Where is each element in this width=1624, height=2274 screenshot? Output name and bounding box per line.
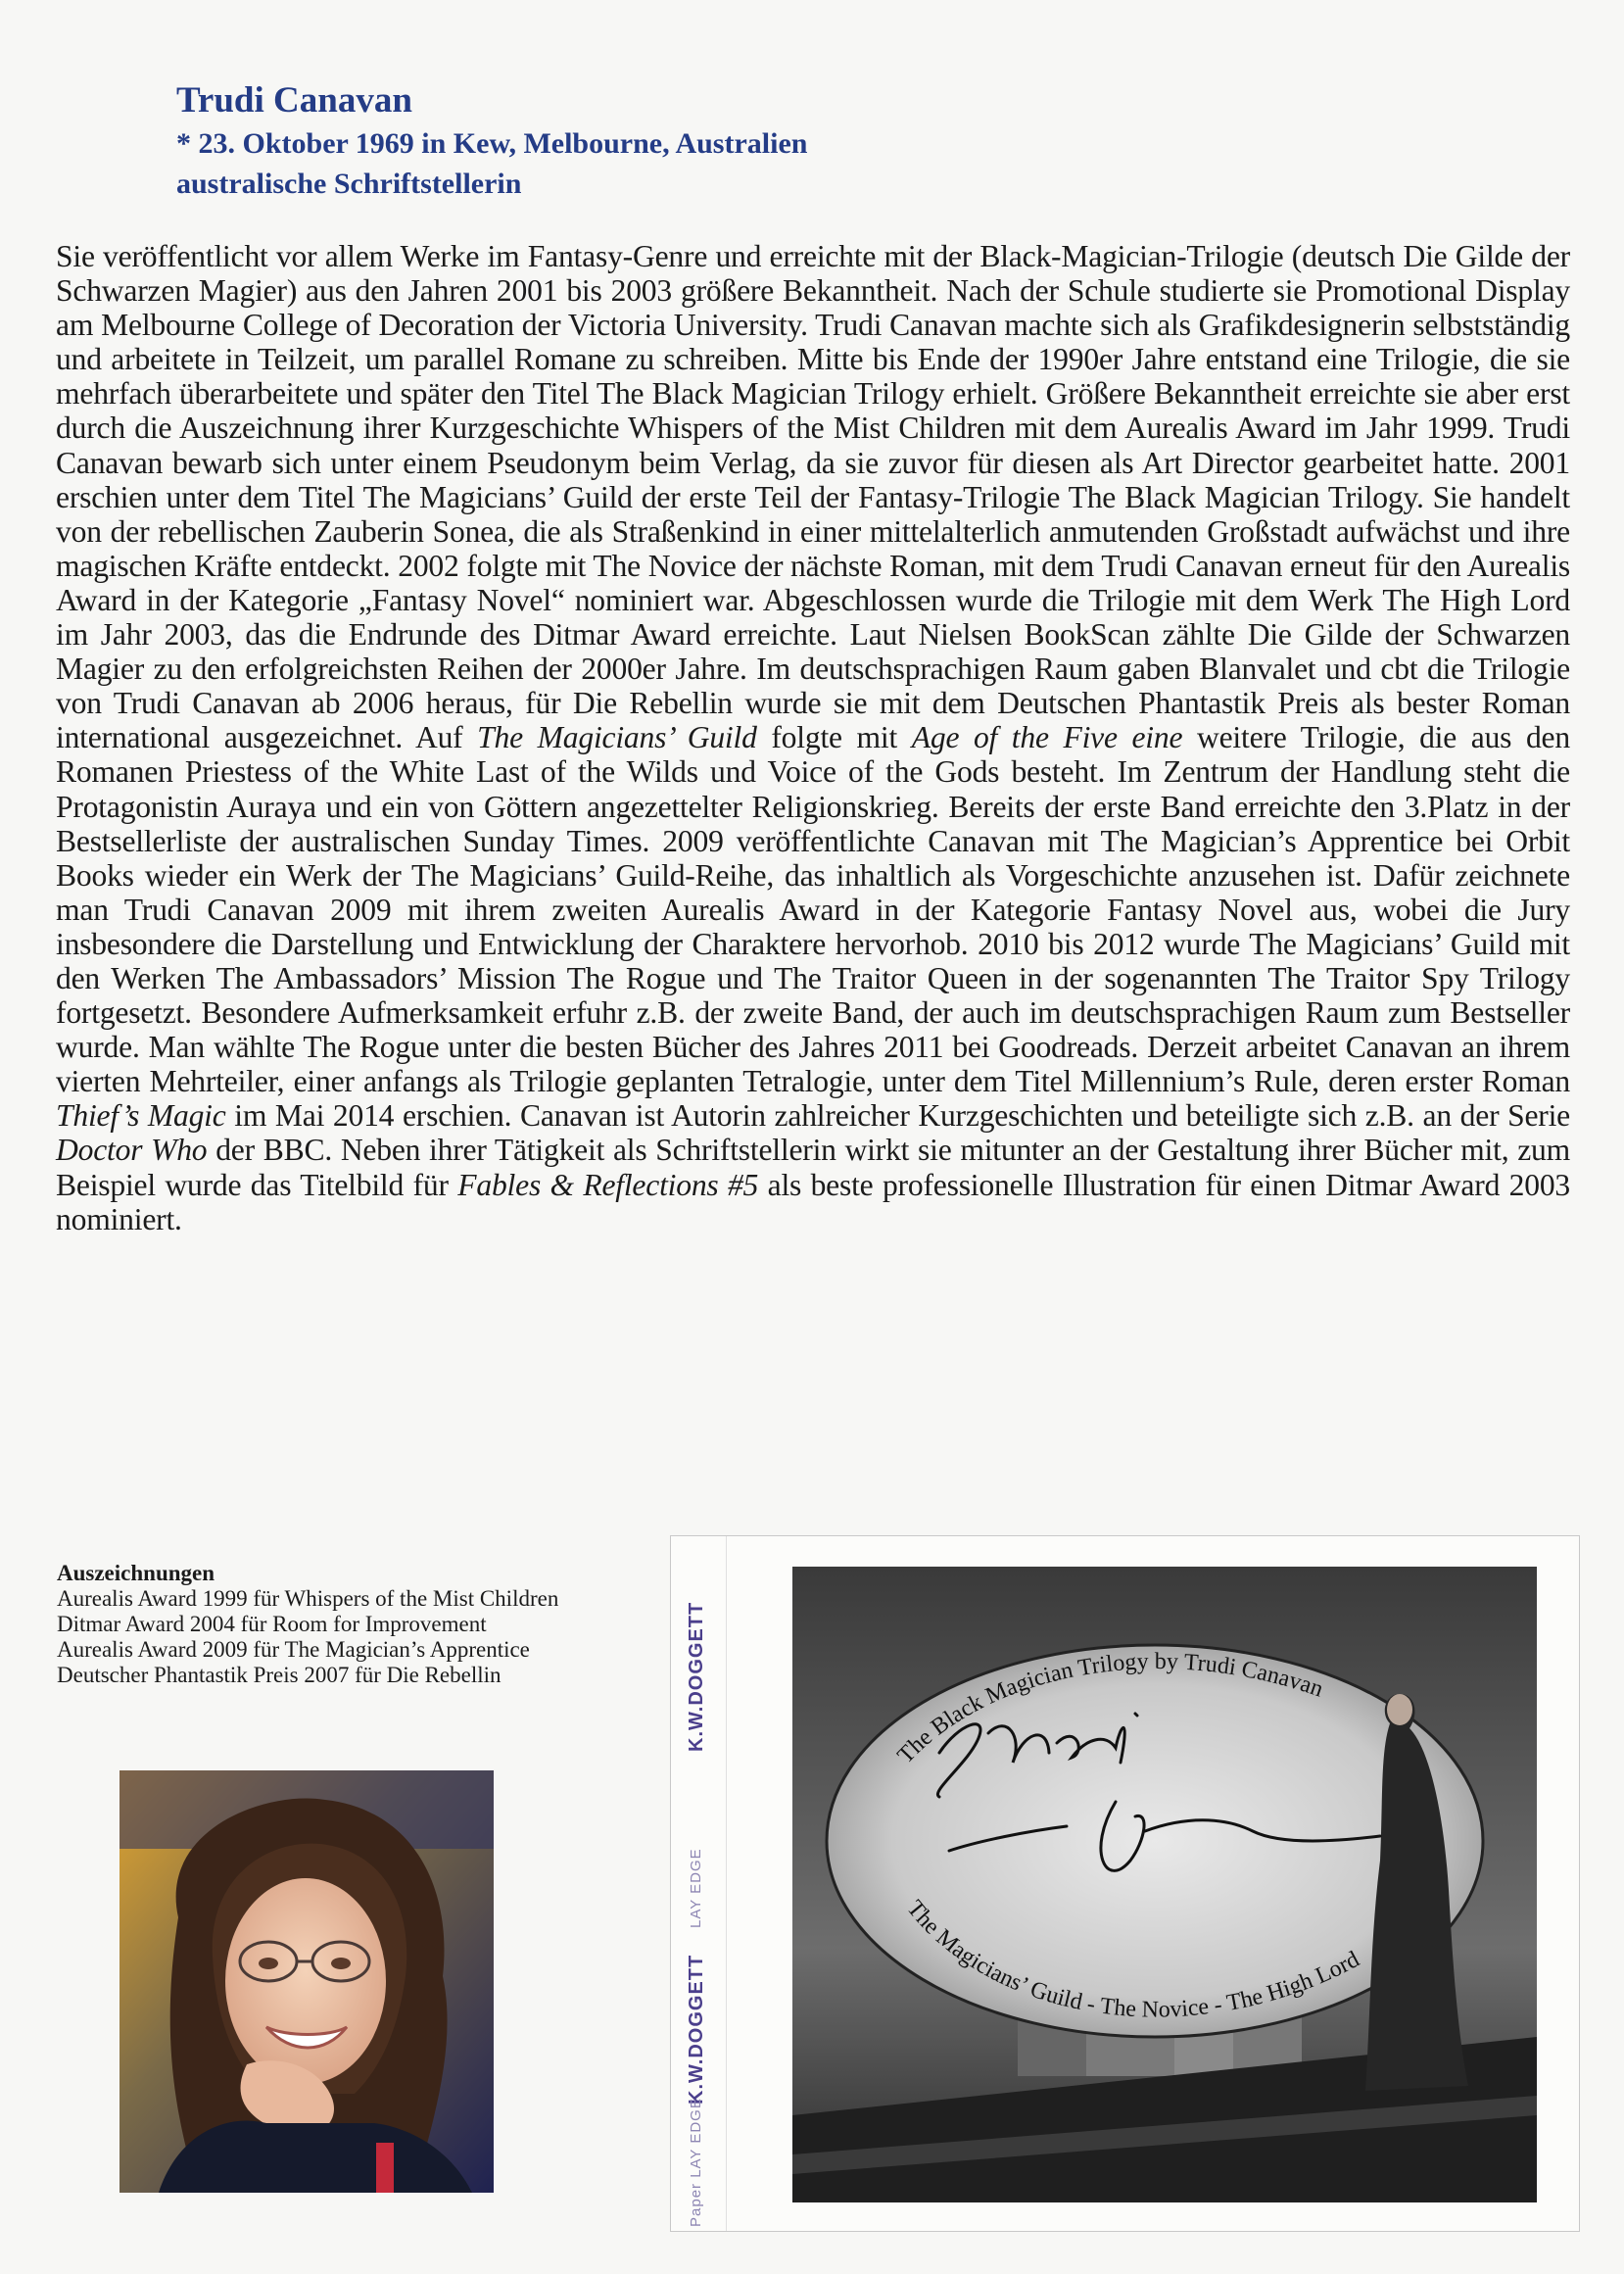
bio-text: im Mai 2014 erschien. Canavan ist Autorin zahlreicher Kurzgeschichten und beteiligte sich z.B. an der Serie xyxy=(225,1098,1570,1134)
arc-text-top: The Black Magician Trilogy by Trudi Canavan xyxy=(892,1649,1327,1769)
bio-title: Fables & Reflections #5 xyxy=(457,1167,759,1202)
award-item: Ditmar Award 2004 für Room for Improvement xyxy=(57,1612,487,1636)
portrait-illustration xyxy=(119,1770,494,2193)
bio-text: folgte mit xyxy=(756,720,912,755)
award-item: Aurealis Award 1999 für Whispers of the Mist Children xyxy=(57,1586,559,1611)
card-edge-strip xyxy=(671,1536,727,2231)
arc-text-bottom: The Magicians’ Guild - The Novice - The High Lord xyxy=(901,1896,1364,2023)
author-portrait xyxy=(119,1770,494,2193)
profession-line: australische Schriftstellerin xyxy=(176,168,522,200)
bio-text: der BBC. Neben ihrer Tätigkeit als Schriftstellerin wirkt sie mitunter an der Gestaltung ihrer Bücher mit, zum Beispiel wurde das Titelbild für xyxy=(56,1133,1570,1202)
bio-title: Age of the Five eine xyxy=(911,720,1183,755)
bio-text: Sie veröffentlicht vor allem Werke im Fantasy-Genre und erreichte mit der Black-Magician-Trilogie (deutsch Die Gilde der Schwarzen Magier) aus den Jahren 2001 bis 2003 größere Bekanntheit. Nach der Schule studierte sie Promotional Display am Melbourne College of Decoration der Victoria University. Trudi Canavan machte sich als Grafikdesignerin selbstständig und arbeitete in Teilzeit, um parallel Romane zu schreiben. Mitte bis Ende der 1990er Jahre entstand eine Trilogie, die sie mehrfach überarbeitete und später den Titel The Black Magician Trilogy erhielt. Größere Bekanntheit erreichte sie aber erst durch die Auszeichnung ihrer Kurzgeschichte Whispers of the Mist Children mit dem Aurealis Award im Jahr 1999. Trudi Canavan bewarb sich unter einem Pseudonym beim Verlag, da sie zuvor für diesen als Art Director gearbeitet hatte. 2001 erschien unter dem Titel The Magicians’ Guild der erste Teil der Fantasy-Trilogie The Black Magician Trilogy. Sie handelt von der rebellischen Zauberin Sonea, die als Straßenkind in einer mittelalterlich anmutenden Großstadt aufwächst und ihre magischen Kräfte entdeckt. 2002 folgte mit The Novice der nächste Roman, mit dem Trudi Canavan erneut für den Aurealis Award in der Kategorie „Fantasy Novel“ nominiert war. Abgeschlossen wurde die Trilogie mit dem Werk The High Lord im Jahr 2003, das die Endrunde des Ditmar Award erreichte. Laut Nielsen BookScan zählte Die Gilde der Schwarzen Magier zu den erfolgreichsten Reihen der 2000er Jahre. Im deutschsprachigen Raum gaben Blanvalet und cbt die Trilogie von Trudi Canavan ab 2006 heraus, für Die Rebellin wurde sie mit dem Deutschen Phantastik Preis als bester Roman international ausgezeichnet. Auf xyxy=(56,239,1570,755)
brand-text-top: K.W.DOGGETT xyxy=(686,1601,707,1752)
bio-title: Thief’s Magic xyxy=(56,1098,226,1134)
signed-card xyxy=(670,1535,1580,2232)
book-promo-photo xyxy=(792,1567,1537,2202)
bio-title: Doctor Who xyxy=(56,1133,208,1168)
brand-text-bottom: K.W.DOGGETT xyxy=(686,1954,707,2105)
edge-text-bottom: Paper LAY EDGE xyxy=(688,2098,704,2227)
author-name: Trudi Canavan xyxy=(176,80,412,121)
author-header xyxy=(176,78,807,204)
awards-heading: Auszeichnungen xyxy=(57,1561,215,1585)
bio-title: The Magicians’ Guild xyxy=(477,720,757,755)
bio-text: als beste professionelle Illustration für einen Ditmar Award 2003 nominiert. xyxy=(56,1167,1571,1236)
promo-artwork xyxy=(792,1567,1537,2202)
birth-line: * 23. Oktober 1969 in Kew, Melbourne, Australien xyxy=(176,127,808,160)
awards-section xyxy=(57,1561,558,1688)
bio-text: weitere Trilogie, die aus den Romanen Priestess of the White Last of the Wilds und Voice of the Gods besteht. Im Zentrum der Handlung steht die Protagonistin Auraya und ein von Göttern angezettelter Religionskrieg. Bereits der erste Band erreichte den 3.Platz in der Bestsellerliste der australischen Sunday Times. 2009 veröffentlichte Canavan mit The Magician’s Apprentice bei Orbit Books wieder ein Werk der The Magicians’ Guild-Reihe, das inhaltlich als Vorgeschichte anzusehen ist. Dafür zeichnete man Trudi Canavan 2009 mit ihrem zweiten Aurealis Award in der Kategorie Fantasy Novel aus, wobei die Jury insbesondere die Darstellung und Entwicklung der Charaktere hervorhob. 2010 bis 2012 wurde The Magicians’ Guild mit den Werken The Ambassadors’ Mission The Rogue und The Traitor Queen in der sogenannten The Traitor Spy Trilogy fortgesetzt. Besondere Aufmerksamkeit erfuhr z.B. der zweite Band, der auch im deutschsprachigen Raum zum Bestseller wurde. Man wählte The Rogue unter die besten Bücher des Jahres 2011 bei Goodreads. Derzeit arbeitet Canavan an ihrem vierten Mehrteiler, einer anfangs als Trilogie geplanten Tetralogie, unter dem Titel Millennium’s Rule, deren erster Roman xyxy=(56,720,1570,1099)
award-item: Deutscher Phantastik Preis 2007 für Die Rebellin xyxy=(57,1663,502,1687)
biography-text xyxy=(56,239,1570,1236)
award-item: Aurealis Award 2009 für The Magician’s Apprentice xyxy=(57,1637,530,1662)
edge-text-top: LAY EDGE xyxy=(688,1848,704,1928)
